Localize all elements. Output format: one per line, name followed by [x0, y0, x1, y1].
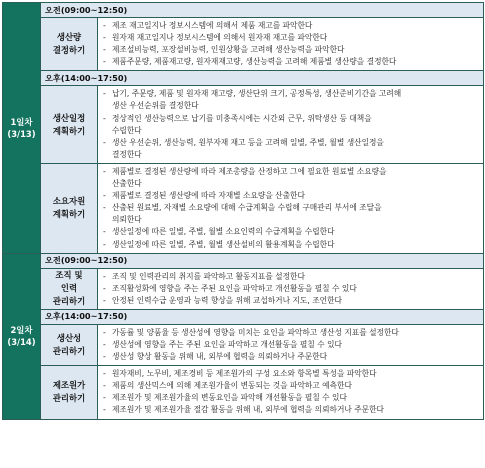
- day-label-line: (3/14): [7, 337, 36, 348]
- day-label: [3, 3, 41, 254]
- subject-name-line: 관리하기: [52, 393, 86, 404]
- content-text: 납기, 주문량, 제품 및 원자재 재고량, 생산단위 크기, 공정특성, 생산준비기간을 고려해: [112, 89, 402, 99]
- period-label: 오후(14:00~17:50): [41, 71, 484, 86]
- dash-marker: -: [103, 57, 106, 67]
- period-label: 오후(14:00~17:50): [41, 309, 484, 324]
- subject-row: [3, 324, 484, 365]
- dash-marker: -: [103, 339, 106, 349]
- subject-name-line: 계획하기: [52, 209, 86, 220]
- dash-marker: -: [103, 283, 106, 293]
- content-line: [103, 202, 479, 214]
- dash-marker: -: [103, 137, 106, 147]
- dash-marker: -: [103, 381, 106, 391]
- training-schedule-table: [2, 2, 484, 420]
- content-text: 생산성 향상 활동을 위해 내, 외부에 협력을 의뢰하거나 주문한다: [112, 352, 328, 362]
- content-line: [103, 137, 479, 149]
- subject-content: [98, 18, 484, 71]
- content-text: 제조원가 및 제조원가율의 변동요인을 파악해 개선활동을 펼칠 수 있다: [112, 393, 347, 403]
- content-text: 생산 우선순위를 결정한다: [112, 101, 199, 111]
- dash-marker: -: [103, 33, 106, 43]
- subject-content: [98, 86, 484, 164]
- content-text: 결정한다: [112, 149, 142, 159]
- content-line: [103, 20, 479, 32]
- content-text: 생산성에 영향을 주는 주된 요인을 파악하고 개선활동을 펼칠 수 있다: [112, 339, 342, 349]
- period-label: 오전(09:00~12:50): [41, 3, 484, 18]
- dash-marker: -: [103, 21, 106, 30]
- subject-name-line: 조직 및: [55, 270, 83, 281]
- subject-row: [3, 366, 484, 419]
- content-line: [103, 226, 479, 238]
- subject-name-line: 관리하기: [52, 346, 86, 357]
- dash-marker: -: [103, 166, 106, 176]
- content-line: [103, 113, 479, 125]
- dash-marker: -: [103, 405, 106, 415]
- content-text: 조직활성화에 영향을 주는 주된 요인을 파악하고 개선활동을 펼칠 수 있다: [112, 283, 357, 293]
- subject-content: [98, 366, 484, 419]
- dash-marker: -: [103, 295, 106, 305]
- content-text: 가동률 및 양품율 등 생산성에 영향을 미치는 요인을 파악하고 생산성 지표를 설정한다: [112, 327, 399, 337]
- content-text: 제품별로 결정된 생산량에 따라 제조총량을 산정하고 그에 필요한 원료별 소요량을: [112, 166, 387, 176]
- subject-name-line: 계획하기: [52, 125, 86, 136]
- subject-name-line: 생산성: [56, 333, 82, 344]
- dash-marker: -: [103, 352, 106, 362]
- content-text: 안정된 인력수급 운영과 능력 향상을 위해 교섭하거나 지도, 조언한다: [112, 295, 342, 305]
- content-line: [103, 283, 479, 295]
- subject-content: [98, 268, 484, 309]
- content-text: 원자재비, 노무비, 제조경비 등 제조원가의 구성 요소와 항목별 특성을 파악한다: [112, 369, 377, 379]
- dash-marker: -: [103, 327, 106, 337]
- content-text: 제품별로 결정된 생산량에 따라 자재별 소요량을 산출한다: [112, 191, 305, 201]
- dash-marker: -: [103, 89, 106, 99]
- content-text: 조직 및 인력관리의 취지를 파악하고 활동지표를 설정한다: [112, 271, 305, 281]
- subject-name: [41, 18, 98, 71]
- dash-marker: -: [103, 239, 106, 249]
- content-line: [103, 271, 479, 283]
- content-line: [103, 214, 479, 226]
- subject-name: [41, 268, 98, 309]
- subject-row: [3, 268, 484, 309]
- subject-name: [41, 366, 98, 419]
- content-line: [103, 351, 479, 363]
- subject-name: [41, 163, 98, 253]
- content-line: [103, 32, 479, 44]
- content-text: 정상적인 생산능력으로 납기를 미충족시에는 시간외 근무, 위탁생산 등 대책을: [112, 113, 372, 123]
- period-row: [3, 309, 484, 324]
- dash-marker: -: [103, 45, 106, 55]
- subject-name-line: 결정하기: [52, 45, 86, 56]
- content-text: 의뢰한다: [112, 215, 142, 225]
- subject-name-line: 인력: [60, 283, 78, 294]
- content-text: 생산 우선순위, 생산능력, 원부자재 재고 등을 고려해 일별, 주별, 월별 생산일정을: [112, 137, 384, 147]
- subject-name-line: 제조원가: [52, 380, 86, 391]
- period-row: [3, 3, 484, 18]
- subject-row: [3, 163, 484, 253]
- content-line: [103, 392, 479, 404]
- period-row: [3, 71, 484, 86]
- subject-content: [98, 163, 484, 253]
- content-line: [103, 125, 479, 137]
- content-text: 산출한다: [112, 179, 142, 189]
- content-line: [103, 178, 479, 190]
- subject-row: [3, 86, 484, 164]
- content-line: [103, 404, 479, 416]
- content-line: [103, 339, 479, 351]
- dash-marker: -: [103, 227, 106, 237]
- dash-marker: -: [103, 393, 106, 403]
- content-line: [103, 44, 479, 56]
- content-line: [103, 149, 479, 161]
- content-text: 생산일정에 따른 일별, 주별, 월별 소요인력의 수급계획을 수립한다: [112, 227, 335, 237]
- dash-marker: -: [103, 369, 106, 379]
- content-text: 제조 재고일지나 정보시스템에 의해서 제품 재고를 파악한다: [112, 21, 313, 30]
- content-line: [103, 56, 479, 68]
- day-label-line: 2일차: [10, 325, 33, 336]
- day-label-line: 1일차: [10, 116, 33, 127]
- dash-marker: -: [103, 113, 106, 123]
- subject-row: [3, 18, 484, 71]
- period-row: [3, 253, 484, 268]
- content-text: 수립한다: [112, 125, 142, 135]
- subject-name: [41, 86, 98, 164]
- content-text: 제조설비능력, 포장설비능력, 인원상황을 고려해 생산능력을 파악한다: [112, 45, 345, 55]
- subject-name-line: 소요자원: [52, 196, 86, 207]
- content-text: 생산일정에 따른 일별, 주별, 월별 생산설비의 활용계획을 수립한다: [112, 239, 335, 249]
- subject-name-line: 생산일정: [52, 112, 86, 123]
- dash-marker: -: [103, 271, 106, 281]
- content-line: [103, 327, 479, 339]
- content-text: 산출된 원료별, 자재별 소요량에 대해 수급계획을 수립해 구매관리 부서에 조달을: [112, 203, 382, 213]
- content-text: 제품주문량, 제품재고량, 원자재재고량, 생산능력을 고려해 제품별 생산량을 결정한다: [112, 57, 397, 67]
- content-text: 제조원가 및 제조원가율 절감 활동을 위해 내, 외부에 협력을 의뢰하거나 주문한다: [112, 405, 384, 415]
- content-line: [103, 166, 479, 178]
- subject-name-line: 관리하기: [52, 296, 86, 307]
- day-label: [3, 253, 41, 419]
- content-line: [103, 295, 479, 307]
- content-line: [103, 380, 479, 392]
- subject-name: [41, 324, 98, 365]
- content-line: [103, 368, 479, 380]
- subject-name-line: 생산량: [56, 32, 82, 43]
- content-text: 원자재 재고일지나 정보시스템에 의해서 원자재 재고를 파악한다: [112, 33, 328, 43]
- content-line: [103, 239, 479, 251]
- content-line: [103, 88, 479, 100]
- content-line: [103, 100, 479, 112]
- dash-marker: -: [103, 203, 106, 213]
- content-line: [103, 190, 479, 202]
- day-label-line: (3/13): [7, 128, 36, 139]
- dash-marker: -: [103, 191, 106, 201]
- content-text: 제품의 생산믹스에 의해 제조원가율이 변동되는 것을 파악하고 예측한다: [112, 381, 352, 391]
- period-label: 오전(09:00~12:50): [41, 253, 484, 268]
- subject-content: [98, 324, 484, 365]
